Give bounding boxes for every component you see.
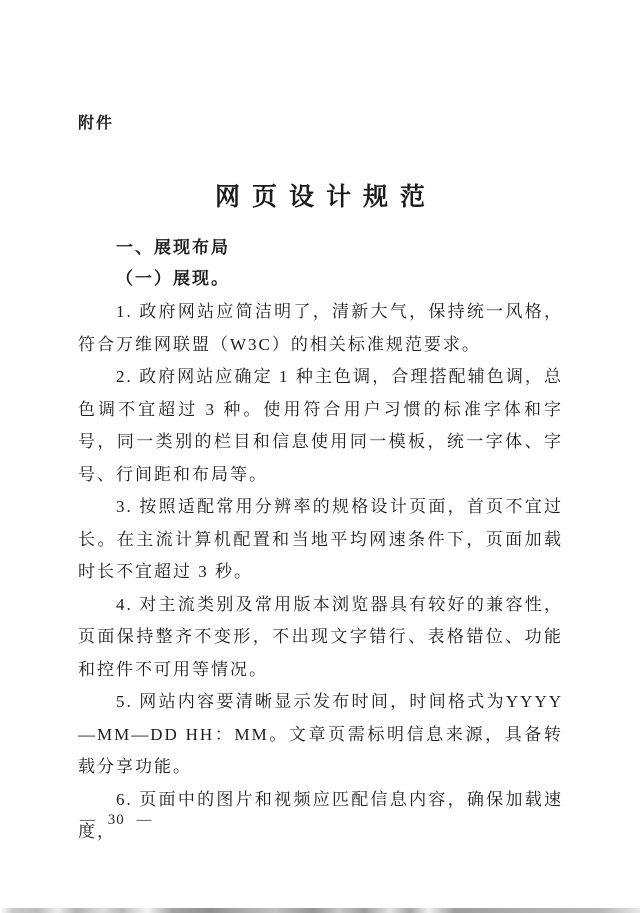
page-bottom-edge	[0, 908, 640, 913]
body-paragraph: 2. 政府网站应确定 1 种主色调，合理搭配辅色调，总色调不宜超过 3 种。使用符合用户习惯的标准字体和字号，同一类别的栏目和信息使用同一模板，统一字体、字号、行间距和布局等。	[78, 367, 563, 484]
body-paragraph: 4. 对主流类别及常用版本浏览器具有较好的兼容性，页面保持整齐不变形，不出现文字错行、表格错位、功能和控件不可用等情况。	[78, 594, 563, 679]
body-paragraph: 3. 按照适配常用分辨率的规格设计页面，首页不宜过长。在主流计算机配置和当地平均网速条件下，页面加载时长不宜超过 3 秒。	[78, 497, 563, 581]
body-text-block	[78, 296, 563, 849]
body-paragraph: 5. 网站内容要清晰显示发布时间，时间格式为YYYY—MM—DD HH：MM。文章页需标明信息来源，具备转载分享功能。	[78, 692, 563, 776]
body-paragraph: 6. 页面中的图片和视频应匹配信息内容，确保加载速度，	[78, 789, 563, 841]
attachment-label: 附件	[78, 115, 115, 132]
document-title: 网页设计规范	[214, 184, 437, 211]
subsection-heading: （一）展现。	[116, 269, 230, 288]
body-paragraph: 1. 政府网站应简洁明了，清新大气，保持统一风格，符合万维网联盟（W3C）的相关标准规范要求。	[78, 302, 563, 354]
page-number: — 30 —	[80, 812, 153, 828]
section-heading: 一、展现布局	[116, 238, 230, 257]
